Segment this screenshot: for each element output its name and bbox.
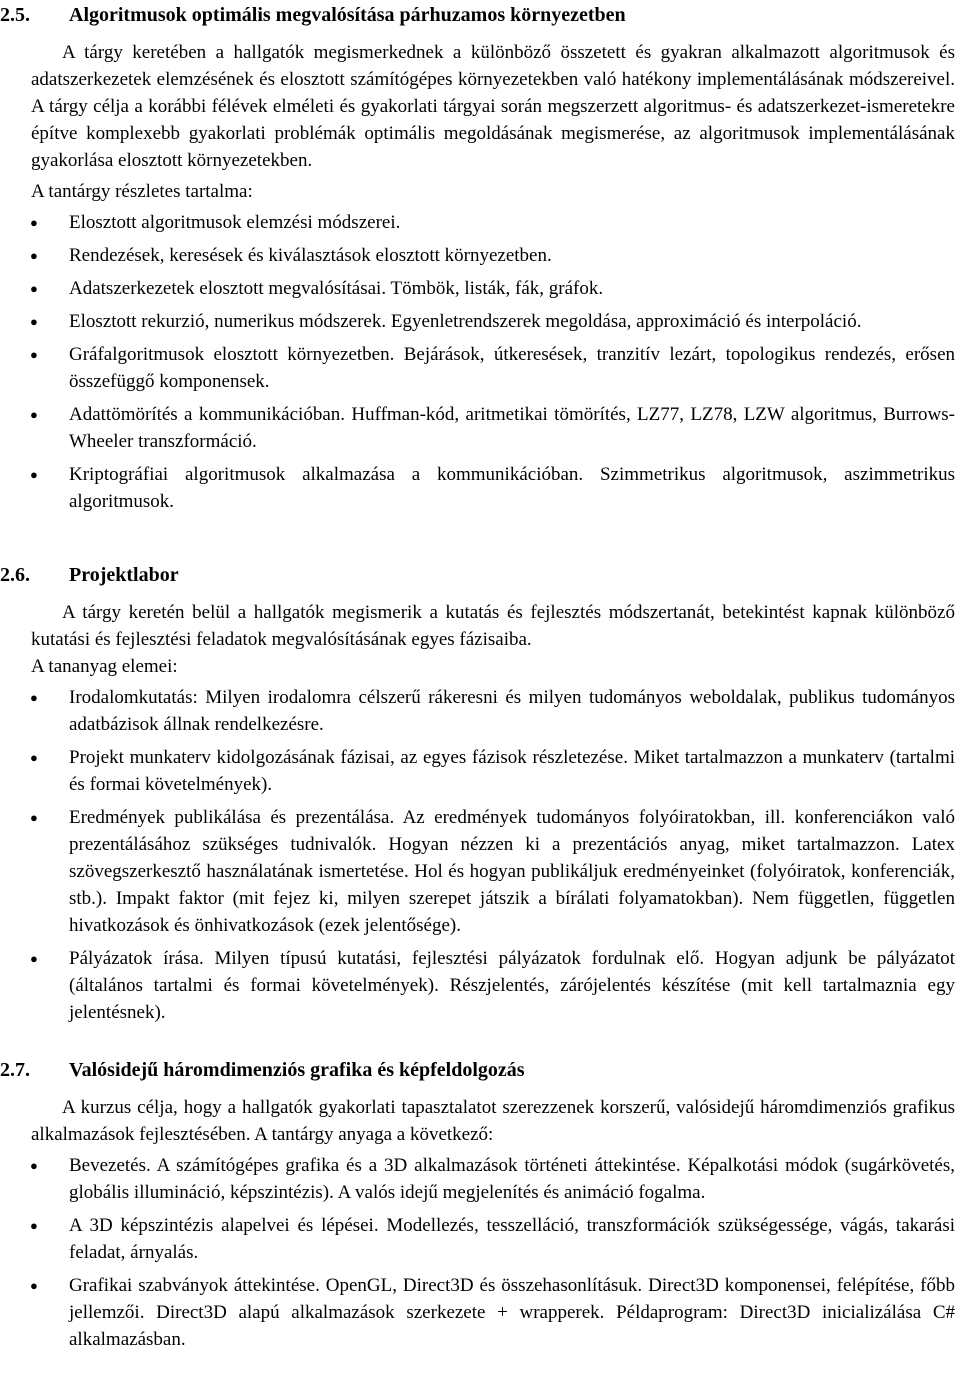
section-heading (0, 561, 960, 589)
content-label: A tantárgy részletes tartalma: (31, 181, 253, 202)
section-intro: A tárgy keretében a hallgatók megismerkednek a különböző összetett és gyakran alkalmazott algoritmusok és adatszerkezetek elemzésének és elosztott számítógépes környezetekben való hatékony implementálásának módszereivel. A tárgy célja a korábbi félévek elméleti és gyakorlati tárgyai során megszerzett algoritmus- és adatszerkezet-ismeretekre építve komplexebb gyakorlati problémák optimális megoldásának megismerése, az algoritmusok implementálásának gyakorlása elosztott környezetekben. (31, 42, 955, 171)
bullet-icon: ● (30, 467, 38, 482)
list-item-text: Adatszerkezetek elosztott megvalósításai. Tömbök, listák, fák, gráfok. (69, 278, 604, 299)
list-item (0, 209, 955, 236)
list-item (0, 341, 955, 395)
list-item (0, 1152, 955, 1206)
list-item-text: Projekt munkaterv kidolgozásának fázisai, az egyes fázisok részletezése. Miket tartalmazzon a munkaterv (tartalmi és formai követelmények). (69, 747, 955, 795)
list-item (0, 945, 955, 1026)
section-title: Valósidejű háromdimenziós grafika és képfeldolgozás (69, 1059, 525, 1081)
section-heading (0, 1056, 960, 1084)
bullet-list (0, 209, 960, 515)
section-2-6 (0, 561, 960, 1032)
bullet-icon: ● (30, 215, 38, 230)
list-item (0, 684, 955, 738)
bullet-icon: ● (30, 1158, 38, 1173)
list-item-text: Elosztott rekurzió, numerikus módszerek. Egyenletrendszerek megoldása, approximáció és interpoláció. (69, 311, 862, 332)
list-item (0, 401, 955, 455)
list-item (0, 1212, 955, 1266)
list-item (0, 461, 955, 515)
bullet-icon: ● (30, 750, 38, 765)
section-title: Algoritmusok optimális megvalósítása párhuzamos környezetben (69, 4, 626, 26)
list-item (0, 744, 955, 798)
section-title: Projektlabor (69, 564, 179, 586)
list-item-text: Kriptográfiai algoritmusok alkalmazása a kommunikációban. Szimmetrikus algoritmusok, aszimmetrikus algoritmusok. (69, 464, 955, 512)
list-item-text: Pályázatok írása. Milyen típusú kutatási, fejlesztési pályázatok fordulnak elő. Hogyan adjunk be pályázatot (általános tartalmi és formai követelmények). Részjelentés, zárójelentés készítése (mit kell tartalmaznia egy jelentésnek). (69, 948, 955, 1023)
section-intro: A kurzus célja, hogy a hallgatók gyakorlati tapasztalatot szerezzenek korszerű, valósidejű háromdimenziós grafikus alkalmazások fejlesztésében. A tantárgy anyaga a következő: (31, 1097, 955, 1145)
section-intro: A tárgy keretén belül a hallgatók megismerik a kutatás és fejlesztés módszertanát, betekintést kapnak különböző kutatási és fejlesztési feladatok megvalósításának egyes fázisaiba. (31, 602, 955, 650)
list-item-text: Grafikai szabványok áttekintése. OpenGL, Direct3D és összehasonlításuk. Direct3D komponensei, felépítése, főbb jellemzői. Direct3D alapú alkalmazások szerkezete + wrapperek. Példaprogram: Direct3D inicializálása C# alkalmazásban. (69, 1275, 955, 1350)
list-item-text: Gráfalgoritmusok elosztott környezetben. Bejárások, útkeresések, tranzitív lezárt, topologikus rendezés, erősen összefüggő komponensek. (69, 344, 955, 392)
bullet-icon: ● (30, 281, 38, 296)
list-item-text: A 3D képszintézis alapelvei és lépései. Modellezés, tesszelláció, transzformációk szükségessége, vágás, takarási feladat, árnyalás. (69, 1215, 955, 1263)
bullet-icon: ● (30, 347, 38, 362)
list-item-text: Adattömörítés a kommunikációban. Huffman-kód, aritmetikai tömörítés, LZ77, LZ78, LZW algoritmus, Burrows-Wheeler transzformáció. (69, 404, 955, 452)
bullet-icon: ● (30, 314, 38, 329)
list-item-text: Bevezetés. A számítógépes grafika és a 3D alkalmazások történeti áttekintése. Képalkotási módok (sugárkövetés, globális illumináció, képszintézis). A valós idejű megjelenítés és animáció fogalma. (69, 1155, 955, 1203)
list-item (0, 275, 955, 302)
section-number: 2.5. (0, 4, 30, 26)
list-item (0, 308, 955, 335)
list-item (0, 804, 955, 939)
bullet-icon: ● (30, 690, 38, 705)
list-item-text: Elosztott algoritmusok elemzési módszerei. (69, 212, 401, 233)
list-item-text: Eredmények publikálása és prezentálása. Az eredmények tudományos folyóiratokban, ill. konferenciákon való prezentálásához szükséges tudnivalók. Hogyan nézzen ki a prezentációs anyag, miket tartalmazzon. Latex szövegszerkesztő használatának ismertetése. Hol és hogyan publikáljuk eredményeinket (folyóiratok, konferenciák, stb.). Impakt faktor (mit fejez ki, milyen szerepet játszik a bírálati folyamatokban). Nem független, független hivatkozások és önhivatkozások (ezek jelentősége). (69, 807, 955, 936)
section-heading (0, 1, 960, 29)
list-item-text: Rendezések, keresések és kiválasztások elosztott környezetben. (69, 245, 552, 266)
bullet-icon: ● (30, 407, 38, 422)
bullet-list (0, 1152, 960, 1353)
section-2-7 (0, 1056, 960, 1359)
bullet-icon: ● (30, 1278, 38, 1293)
bullet-icon: ● (30, 810, 38, 825)
bullet-icon: ● (30, 951, 38, 966)
content-label: A tananyag elemei: (31, 656, 178, 677)
section-number: 2.6. (0, 564, 30, 586)
list-item (0, 242, 955, 269)
list-item (0, 1272, 955, 1353)
section-number: 2.7. (0, 1059, 30, 1081)
bullet-icon: ● (30, 1218, 38, 1233)
bullet-list (0, 684, 960, 1026)
section-2-5 (0, 1, 960, 521)
list-item-text: Irodalomkutatás: Milyen irodalomra célszerű rákeresni és milyen tudományos weboldalak, publikus tudományos adatbázisok állnak rendelkezésre. (69, 687, 955, 735)
bullet-icon: ● (30, 248, 38, 263)
